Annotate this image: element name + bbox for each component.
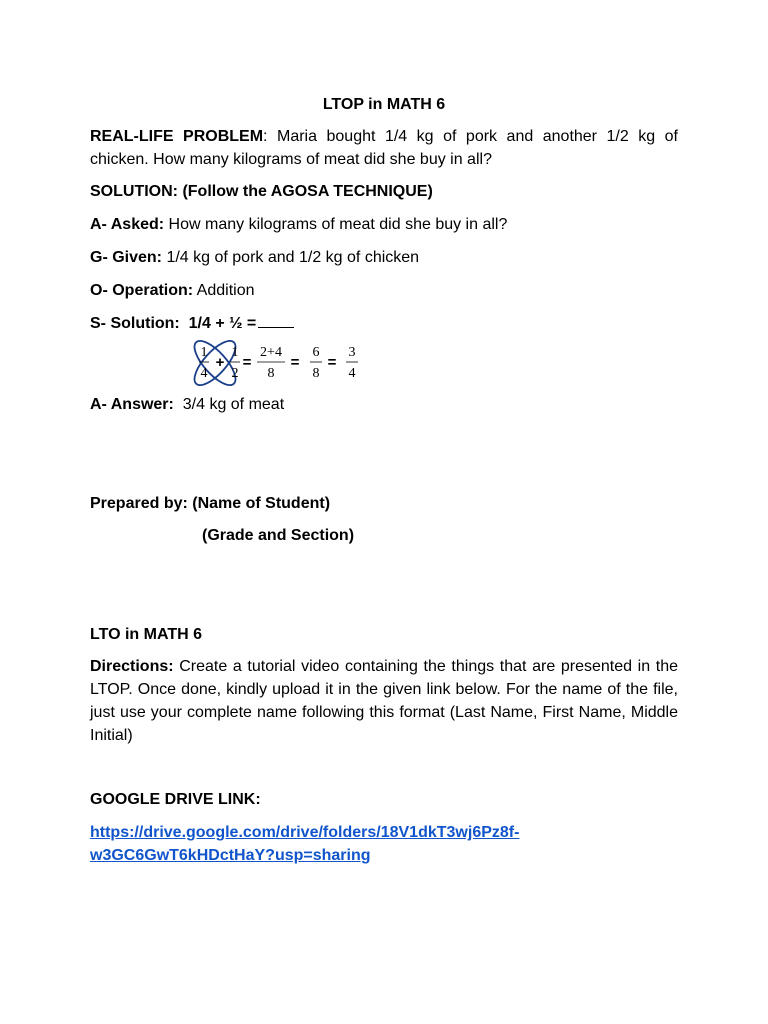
- prepared-by: Prepared by: (Name of Student): [90, 495, 331, 512]
- problem-label: REAL-LIFE PROBLEM: [90, 128, 264, 145]
- fraction-4-denominator: 8: [312, 366, 320, 381]
- fraction-3-denominator: 8: [267, 366, 275, 381]
- directions-paragraph: [90, 655, 678, 747]
- plus-sign: +: [215, 354, 225, 371]
- fraction-4-numerator: 6: [312, 345, 320, 360]
- real-life-problem: [90, 125, 678, 171]
- asked-label: A- Asked:: [90, 216, 165, 233]
- asked-line: [90, 213, 678, 236]
- page-title: LTOP in MATH 6: [322, 96, 446, 113]
- solution-expression: 1/4 + ½ =: [188, 315, 257, 332]
- answer-label: A- Answer:: [90, 396, 174, 413]
- fraction-1-denominator: 4: [200, 366, 208, 381]
- fraction-computation: [190, 338, 370, 390]
- fraction-2-numerator: 1: [231, 345, 239, 360]
- operation-label: O- Operation:: [90, 282, 194, 299]
- solution-heading: SOLUTION: (Follow the AGOSA TECHNIQUE): [90, 183, 433, 200]
- solution-line: [90, 312, 678, 335]
- fraction-2-denominator: 2: [231, 366, 239, 381]
- solution-label: S- Solution:: [90, 315, 180, 332]
- answer-line: [90, 393, 678, 416]
- given-label: G- Given:: [90, 249, 163, 266]
- equals-sign-1: =: [242, 354, 252, 371]
- drive-link[interactable]: [90, 821, 678, 867]
- drive-link-line-1[interactable]: https://drive.google.com/drive/folders/18V1dkT3wj6Pz8f-: [90, 824, 520, 841]
- drive-link-line-2[interactable]: w3GC6GwT6kHDctHaY?usp=sharing: [90, 847, 371, 864]
- answer-blank: [258, 312, 294, 328]
- lto-title: LTO in MATH 6: [90, 626, 202, 643]
- operation-text: Addition: [193, 282, 255, 299]
- equals-sign-3: =: [327, 354, 337, 371]
- given-line: [90, 246, 678, 269]
- grade-and-section: (Grade and Section): [202, 527, 355, 544]
- fraction-5-denominator: 4: [348, 366, 356, 381]
- given-text: 1/4 kg of pork and 1/2 kg of chicken: [162, 249, 420, 266]
- directions-label: Directions:: [90, 658, 174, 675]
- answer-text: 3/4 kg of meat: [173, 396, 285, 413]
- fraction-1-numerator: 1: [200, 345, 208, 360]
- drive-link-label: GOOGLE DRIVE LINK:: [90, 791, 261, 808]
- equals-sign-2: =: [290, 354, 300, 371]
- operation-line: [90, 279, 678, 302]
- fraction-3-numerator: 2+4: [260, 345, 282, 360]
- directions-text: Create a tutorial video containing the things that are presented in the LTOP. Once done, kindly upload it in the given link below. For the name of the file, just use your complete name following this format (Last Name, First Name, Middle Initial): [90, 658, 678, 744]
- fraction-5-numerator: 3: [348, 345, 356, 360]
- asked-text: How many kilograms of meat did she buy in all?: [164, 216, 508, 233]
- problem-text: : Maria bought 1/4 kg of pork and another 1/2 kg of chicken. How many kilograms of meat did she buy in all?: [90, 128, 678, 168]
